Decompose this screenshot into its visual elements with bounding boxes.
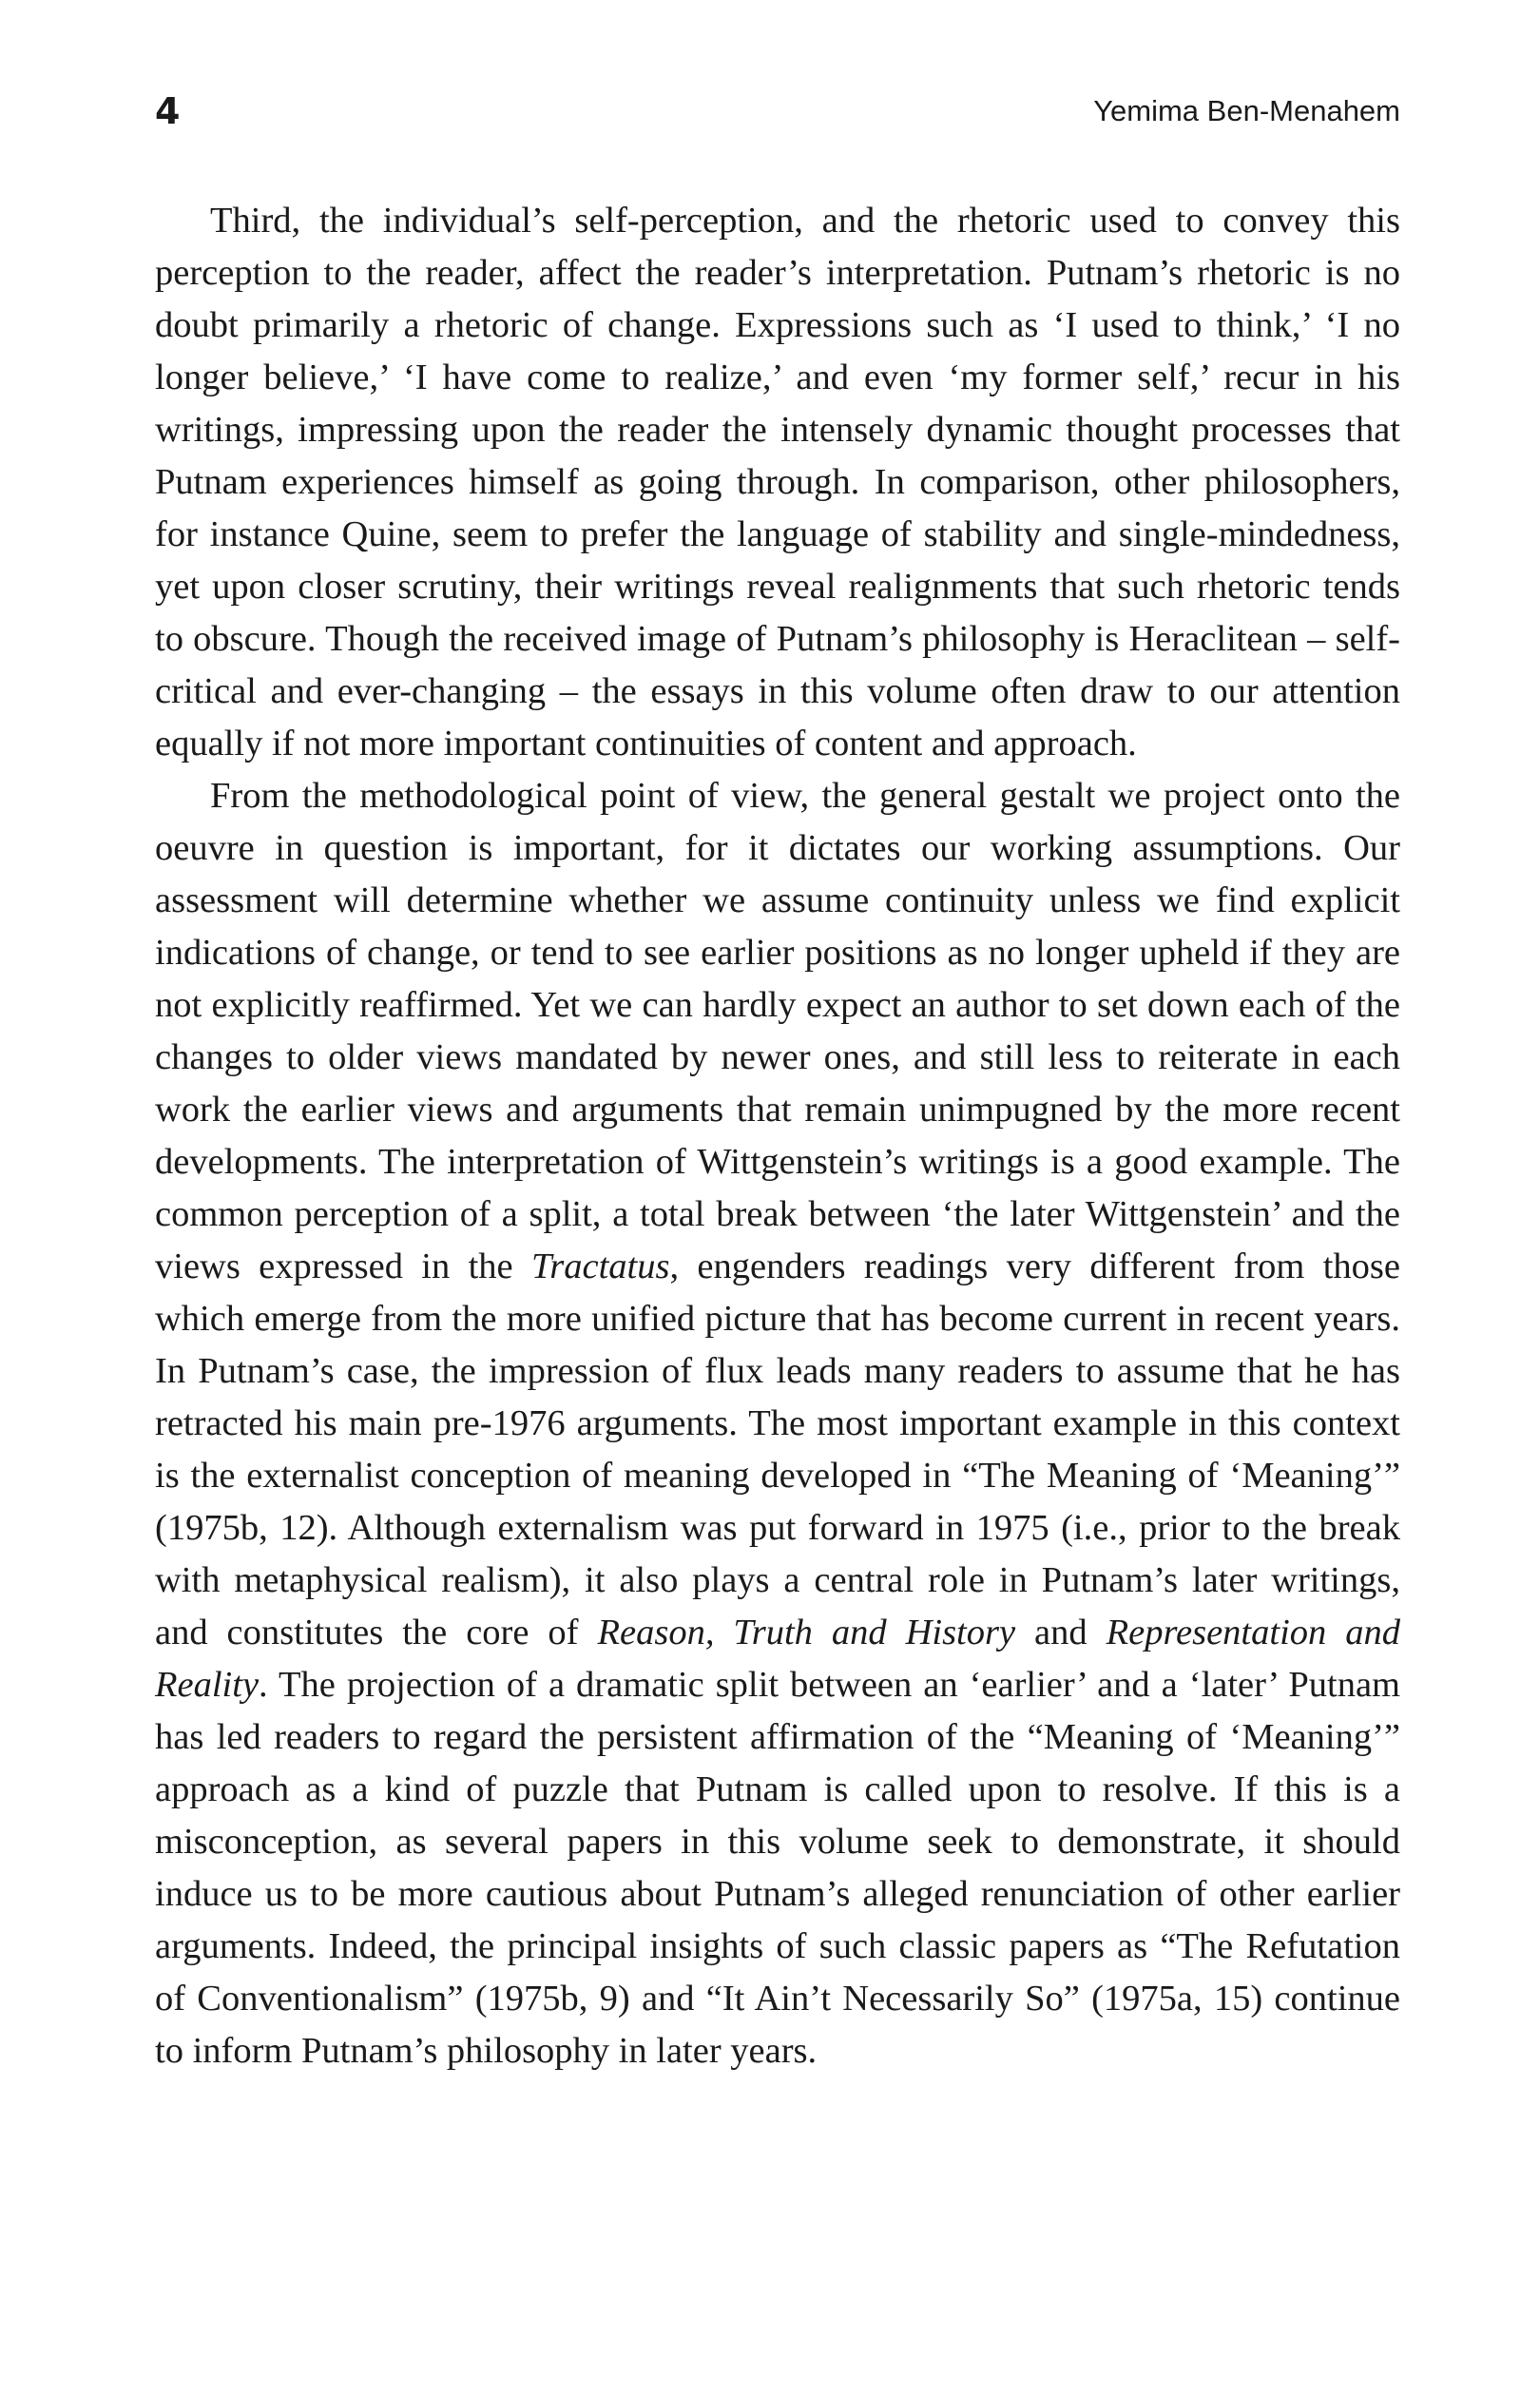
book-title-reason-truth-history: Reason, Truth and History <box>597 1613 1016 1652</box>
paragraph-text: From the methodological point of view, the general gestalt we project onto the oeuvre in question is important, for it dictates our working assumptions. Our assessment will determine whether we assume continuity unless we find explicit indications of change, or tend to see earlier positions as no longer upheld if they are not explicitly reaffirmed. Yet we can hardly expect an author to set down each of the changes to older views mandated by newer ones, and still less to reiterate in each work the earlier views and arguments that remain unimpugned by the more recent developments. The interpretation of Wittgenstein’s writings is a good example. The common perception of a split, a total break between ‘the later Wittgenstein’ and the views expressed in the <box>155 776 1400 1286</box>
body-text <box>155 195 1400 2077</box>
paragraph-text: and <box>1015 1613 1107 1652</box>
paragraph-text: Third, the individual’s self-perception, and the rhetoric used to convey this perception to the reader, affect the reader’s interpretation. Putnam’s rhetoric is no doubt primarily a rhetoric of change. Expressions such as ‘I used to think,’ ‘I no longer believe,’ ‘I have come to realize,’ and even ‘my former self,’ recur in his writings, impressing upon the reader the intensely dynamic thought processes that Putnam experiences himself as going through. In comparison, other philosophers, for instance Quine, seem to prefer the language of stability and single-mindedness, yet upon closer scrutiny, their writings reveal realignments that such rhetoric tends to obscure. Though the received image of Putnam’s philosophy is Heraclitean – self-critical and ever-changing – the essays in this volume often draw to our attention equally if not more important continuities of content and approach. <box>155 201 1400 763</box>
book-title-tractatus: Tractatus <box>530 1246 670 1286</box>
paragraph-2 <box>155 770 1400 2077</box>
paragraph-1 <box>155 195 1400 770</box>
page-number: 4 <box>155 90 181 132</box>
book-title-representation-reality: Representation and Reality <box>155 1613 1400 1705</box>
paragraph-text: , engenders readings very different from those which emerge from the more unified picture that has become current in recent years. In Putnam’s case, the impression of flux leads many readers to assume that he has retracted his main pre-1976 arguments. The most important example in this context is the externalist conception of meaning developed in “The Meaning of ‘Meaning’” (1975b, 12). Although externalism was put forward in 1975 (i.e., prior to the break with metaphysical realism), it also plays a central role in Putnam’s later writings, and constitutes the core of <box>155 1246 1400 1652</box>
paragraph-text: . The projection of a dramatic split between an ‘earlier’ and a ‘later’ Putnam has led readers to regard the persistent affirmation of the “Meaning of ‘Meaning’” approach as a kind of puzzle that Putnam is called upon to resolve. If this is a misconception, as several papers in this volume seek to demonstrate, it should induce us to be more cautious about Putnam’s alleged renunciation of other earlier arguments. Indeed, the principal insights of such classic papers as “The Refutation of Conventionalism” (1975b, 9) and “It Ain’t Necessarily So” (1975a, 15) continue to inform Putnam’s philosophy in later years. <box>155 1665 1400 2071</box>
running-head-author: Yemima Ben-Menahem <box>1093 94 1400 127</box>
running-head <box>155 87 1400 135</box>
